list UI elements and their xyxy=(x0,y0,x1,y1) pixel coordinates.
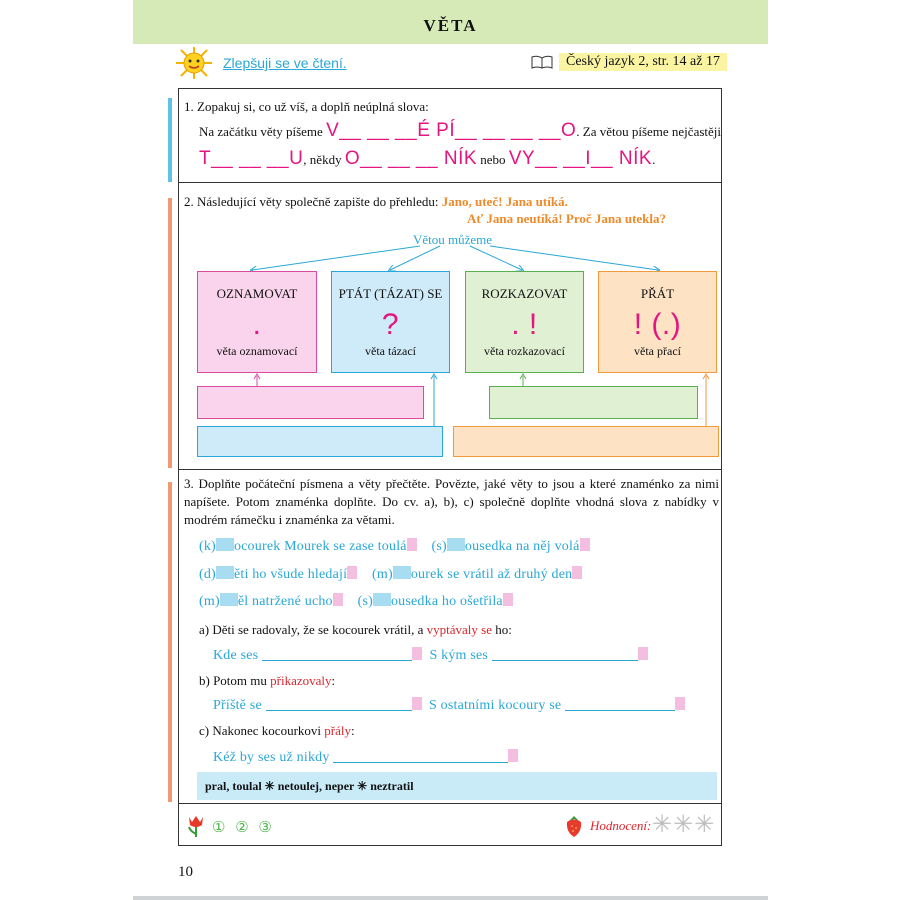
sentence-text: ěl natržené ucho xyxy=(237,594,333,609)
letter-blank[interactable] xyxy=(216,566,234,579)
ex3-b-prompt: b) Potom mu přikazovaly: xyxy=(199,673,336,688)
ex2-sentence-4: Proč Jana utekla? xyxy=(565,211,667,226)
letter-hint: (k) xyxy=(199,539,216,554)
box-caption: věta tázací xyxy=(365,344,416,358)
reference-text: Český jazyk 2, str. 14 až 17 xyxy=(559,53,727,71)
prompt-text: c) Nakonec kocourkovi xyxy=(199,723,322,738)
letter-hint: (m) xyxy=(199,594,220,609)
progress-circles[interactable]: ① ② ③ xyxy=(212,820,275,836)
book-icon xyxy=(531,55,553,69)
fill-label: S kým ses xyxy=(429,648,489,663)
rating-stars[interactable]: ✳✳✳ xyxy=(652,812,716,838)
ex3-row-3 xyxy=(199,593,513,610)
punctuation-blank[interactable] xyxy=(508,749,518,762)
ex3-a-prompt xyxy=(199,621,512,639)
ex1-word-1[interactable]: V__ __ __É PÍ__ __ __ __O xyxy=(326,120,577,141)
prompt-text: b) Potom mu xyxy=(199,673,267,688)
punctuation-blank[interactable] xyxy=(407,538,417,551)
ex1-text: . Za větou píšeme nejčastěji xyxy=(576,124,722,139)
letter-blank[interactable] xyxy=(216,538,234,551)
bottom-rule xyxy=(133,896,768,900)
letter-blank[interactable] xyxy=(373,593,391,606)
answer-field-interrogative[interactable] xyxy=(197,426,443,457)
letter-blank[interactable] xyxy=(220,593,238,606)
tulip-icon xyxy=(185,814,207,838)
ex1-word-2[interactable]: T__ __ __U xyxy=(199,148,304,169)
ex2-sentence-1: Jano, uteč! xyxy=(441,194,503,209)
answer-field-optative[interactable] xyxy=(453,426,719,457)
ex2-task-text: 2. Následující věty společně zapište do přehledu: xyxy=(184,194,439,209)
sentence-text: ousedka ho ošetřila xyxy=(390,594,503,609)
box-symbol: ? xyxy=(381,308,400,341)
box-caption: věta přací xyxy=(634,344,681,358)
box-imperative xyxy=(465,271,584,373)
ex1-task: 1. Zopakuj si, co už víš, a doplň neúplná slova: xyxy=(184,99,429,114)
box-declarative xyxy=(197,271,317,373)
fill-line[interactable] xyxy=(266,710,412,711)
punctuation-blank[interactable] xyxy=(675,697,685,710)
ex1-text: . xyxy=(652,152,656,167)
fill-label: S ostatními kocoury se xyxy=(428,698,562,713)
fill-line[interactable] xyxy=(565,710,675,711)
box-caption: věta rozkazovací xyxy=(484,344,565,358)
punctuation-blank[interactable] xyxy=(412,697,422,710)
ex3-b-line xyxy=(213,697,685,714)
ex2-sentence-3: Ať Jana neutíká! xyxy=(467,211,563,226)
box-title: PŘÁT xyxy=(640,286,675,301)
ex1-line1 xyxy=(199,122,721,141)
ex3-task: 3. Doplňte počáteční písmena a věty přečtěte. Povězte, jaké věty to jsou a které znaménko za nimi napíšete. Potom znaménka doplňte. Do cv. a), b), c) společně doplňte vhodná slova z nabídky v modrém rámečku i znaménka za větami. xyxy=(184,476,719,527)
box-symbol: . xyxy=(252,308,262,341)
letter-blank[interactable] xyxy=(447,538,465,551)
punctuation-blank[interactable] xyxy=(580,538,590,551)
punctuation-blank[interactable] xyxy=(333,593,343,606)
textbook-reference xyxy=(531,52,727,72)
ex1-text: , někdy xyxy=(303,152,342,167)
prompt-text: ho: xyxy=(495,622,512,637)
ex1-line2 xyxy=(199,150,655,169)
letter-hint: (s) xyxy=(431,539,447,554)
box-symbol: ! (.) xyxy=(633,308,682,341)
punctuation-blank[interactable] xyxy=(503,593,513,606)
box-title: PTÁT (TÁZAT) SE xyxy=(338,286,443,301)
ex2-sentence-2: Jana utíká. xyxy=(505,194,568,209)
punctuation-blank[interactable] xyxy=(572,566,582,579)
page-number: 10 xyxy=(178,864,193,880)
ex2-can-label: Větou můžeme xyxy=(413,232,493,247)
punctuation-blank[interactable] xyxy=(638,647,648,660)
ex3-a-line xyxy=(213,647,648,664)
answer-field-imperative[interactable] xyxy=(489,386,698,419)
box-optative xyxy=(598,271,717,373)
punctuation-blank[interactable] xyxy=(412,647,422,660)
fill-line[interactable] xyxy=(492,660,638,661)
ex1-text: Na začátku věty píšeme xyxy=(199,124,323,139)
answer-field-declarative[interactable] xyxy=(197,386,424,419)
box-symbol: . ! xyxy=(511,308,538,341)
sun-icon xyxy=(174,45,214,81)
sentence-text: ousedka na něj volá xyxy=(464,539,580,554)
fill-label: Kéž by ses už nikdy xyxy=(213,750,330,765)
ex1-word-4[interactable]: VY__ __I__ NÍK xyxy=(508,148,653,169)
ex3-c-line xyxy=(213,749,518,766)
box-title: ROZKAZOVAT xyxy=(481,286,568,301)
ex2-task xyxy=(184,193,568,211)
punctuation-blank[interactable] xyxy=(347,566,357,579)
ex3-c-prompt: c) Nakonec kocourkovi přály: xyxy=(199,723,355,738)
prompt-verb: vyptávaly se xyxy=(426,622,492,637)
sentence-text: ourek se vrátil až druhý den xyxy=(410,567,573,582)
ex3-row-1 xyxy=(199,538,590,555)
improve-reading-link[interactable]: Zlepšuji se ve čtení. xyxy=(223,55,347,71)
fill-label: Příště se xyxy=(213,698,262,713)
box-title: OZNAMOVAT xyxy=(216,286,298,301)
rating-label: Hodnocení: xyxy=(590,818,652,833)
prompt-verb: přikazovaly xyxy=(270,673,332,688)
page-title: VĚTA xyxy=(133,0,768,44)
ex2-sentences xyxy=(467,210,666,228)
letter-hint: (s) xyxy=(357,594,373,609)
section-bar-1 xyxy=(168,98,172,182)
section-bar-2 xyxy=(168,198,172,468)
section-bar-3 xyxy=(168,482,172,802)
sentence-text: ěti ho všude hledají xyxy=(233,567,348,582)
letter-hint: (d) xyxy=(199,567,216,582)
strawberry-icon xyxy=(563,814,585,838)
word-bank: pral, toulal ✳ netoulej, neper ✳ neztratil xyxy=(197,772,717,800)
box-caption: věta oznamovací xyxy=(216,344,298,358)
prompt-verb: přály xyxy=(324,723,351,738)
fill-line[interactable] xyxy=(333,762,508,763)
letter-hint: (m) xyxy=(372,567,393,582)
fill-label: Kde ses xyxy=(213,648,259,663)
ex3-row-2 xyxy=(199,566,582,583)
fill-line[interactable] xyxy=(262,660,412,661)
sentence-text: ocourek Mourek se zase toulá xyxy=(233,539,407,554)
ex1-word-3[interactable]: O__ __ __ NÍK xyxy=(344,148,478,169)
letter-blank[interactable] xyxy=(393,566,411,579)
ex1-text: nebo xyxy=(480,152,506,167)
prompt-text: a) Děti se radovaly, že se kocourek vrátil, a xyxy=(199,622,424,637)
box-interrogative xyxy=(331,271,450,373)
